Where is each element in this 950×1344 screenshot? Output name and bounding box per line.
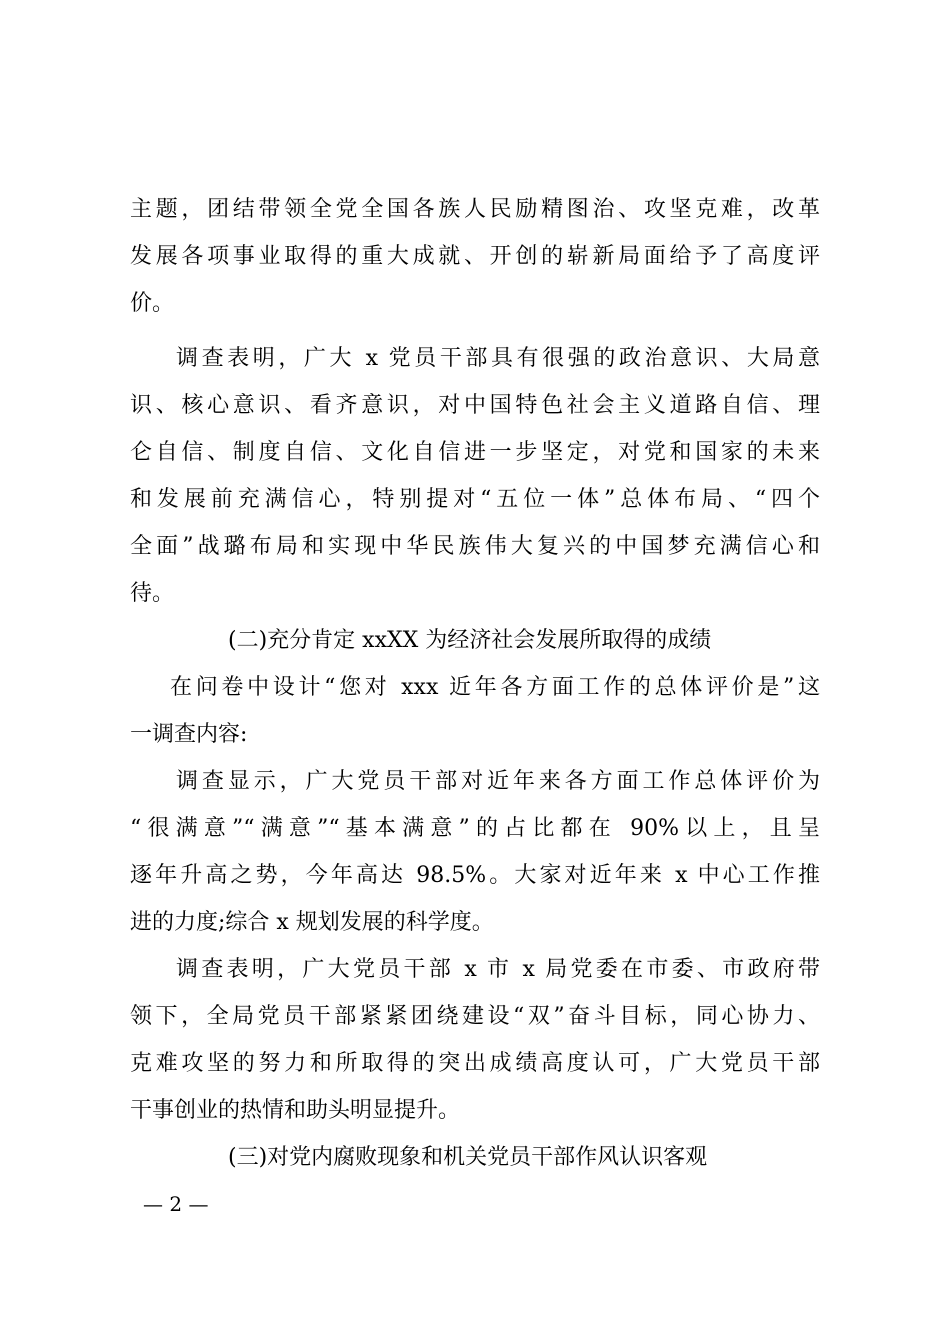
paragraph-line: 发展各项事业取得的重大成就、开创的崭新局面给予了高度评	[130, 244, 820, 269]
paragraph-line: 逐年升高之势，今年高达 98.5%。大家对近年来 x 中心工作推	[130, 863, 820, 888]
paragraph-line: 一调查内容:	[130, 722, 248, 747]
paragraph-line: 待。	[130, 581, 175, 606]
document-body	[130, 186, 820, 1181]
paragraph-line: 识、核心意识、看齐意识，对中国特色社会主义道路自信、理	[130, 393, 820, 418]
page-number: — 2 —	[143, 1192, 209, 1216]
section-heading: (三)对党内腐败现象和机关党员干部作风认识客观	[228, 1145, 708, 1170]
paragraph-line: 干事创业的热情和助头明显提升。	[130, 1098, 461, 1123]
paragraph-line: “很满意”“满意”“基本满意”的占比都在 90%以上，且呈	[130, 816, 820, 841]
paragraph-line: 在问卷中设计“您对 xxx 近年各方面工作的总体评价是”这	[170, 675, 820, 700]
paragraph-line: 全面”战璐布局和实现中华民族伟大复兴的中国梦充满信心和	[130, 534, 820, 559]
paragraph-line: 仑自信、制度自信、文化自信进一步坚定，对党和国家的未来	[130, 440, 820, 465]
paragraph-line: 调查显示，广大党员干部对近年来各方面工作总体评价为	[176, 769, 820, 794]
paragraph-line: 进的力度;综合 x 规划发展的科学度。	[130, 910, 494, 935]
paragraph-line: 克难攻坚的努力和所取得的突出成绩高度认可，广大党员干部	[130, 1051, 820, 1076]
paragraph-line: 和发展前充满信心，特别提对“五位一体”总体布局、“四个	[130, 487, 820, 512]
paragraph-line: 主题，团结带领全党全国各族人民励精图治、攻坚克难，改革	[130, 197, 820, 222]
section-heading: (二)充分肯定 xxXX 为经济社会发展所取得的成绩	[228, 628, 712, 653]
paragraph-line: 领下，全局党员干部紧紧团绕建设“双”奋斗目标，同心协力、	[130, 1004, 820, 1029]
paragraph-line: 调查表明，广大党员干部 x 市 x 局党委在市委、市政府带	[176, 957, 820, 982]
paragraph-line: 调查表明，广大 x 党员干部具有很强的政治意识、大局意	[176, 346, 820, 371]
paragraph-line: 价。	[130, 291, 175, 316]
